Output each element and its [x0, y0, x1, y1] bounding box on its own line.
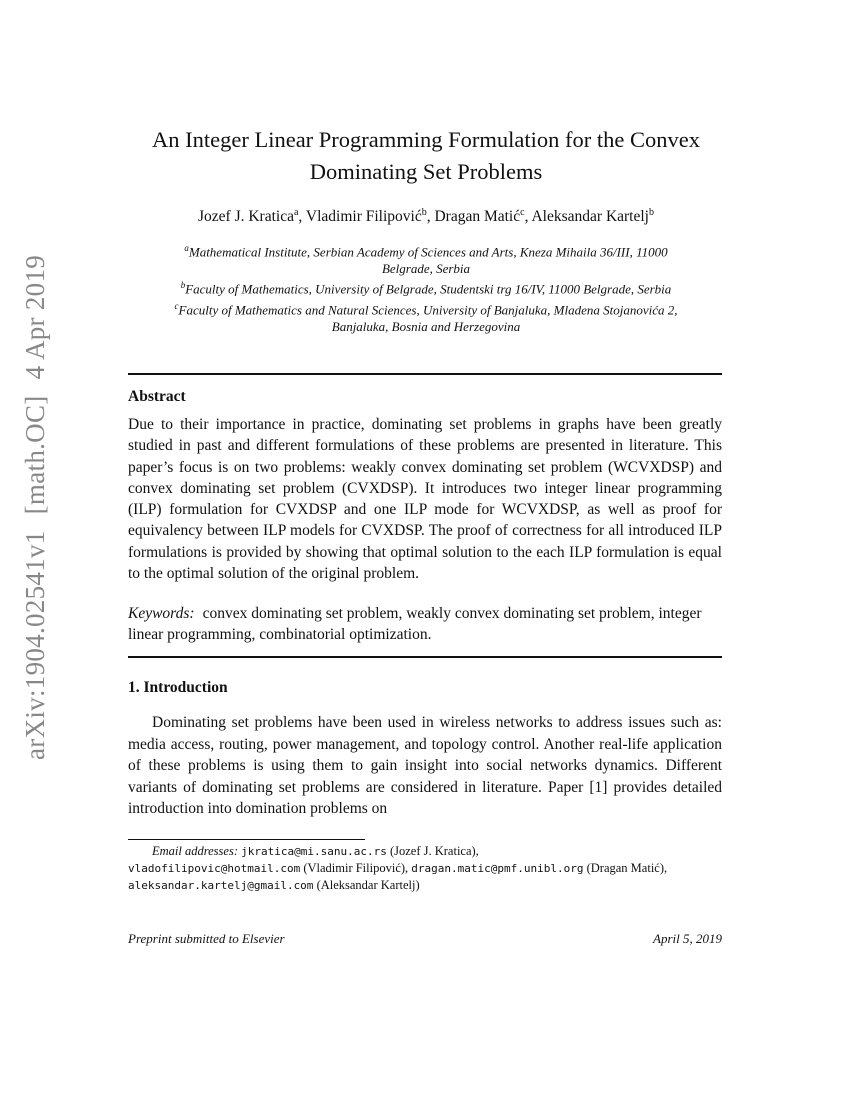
abstract-heading: Abstract — [128, 388, 186, 405]
affiliation-list — [128, 240, 724, 335]
author-name: Aleksandar Kartelj — [531, 208, 649, 226]
arxiv-date: 4 Apr 2019 — [20, 254, 50, 380]
keywords-text: convex dominating set problem, weakly convex dominating set problem, integer linear programming, combinatorial optimization. — [128, 605, 702, 644]
affiliation-c — [128, 298, 724, 335]
author-affil-mark: a — [293, 207, 299, 218]
abstract-top-rule — [128, 373, 722, 375]
footnote-emails — [128, 843, 722, 894]
section-heading-introduction: 1. Introduction — [128, 679, 228, 696]
author-name: Jozef J. Kratica — [198, 208, 294, 226]
introduction-text: Dominating set problems have been used in wireless networks to address issues such as: media access, routing, power management, and topology control. Another real-life application of these problems is using them to gain insight into social networks dynamics. Different variants of dominating set problems are considered in literature. Paper [1] provides detailed introduction into domination problems on — [128, 714, 722, 818]
paper-title — [128, 124, 724, 188]
footer-date: April 5, 2019 — [653, 931, 722, 946]
keywords — [128, 603, 722, 646]
footer-preprint-note: Preprint submitted to Elsevier — [128, 931, 285, 946]
affil-mark: b — [180, 280, 186, 291]
email-link[interactable]: aleksandar.kartelj@gmail.com — [128, 879, 314, 892]
email-label: Email addresses: — [152, 844, 238, 858]
abstract-bottom-rule — [128, 656, 722, 658]
affil-mark: a — [184, 243, 189, 253]
author-name: Dragan Matić — [434, 208, 521, 226]
arxiv-category: [math.OC] — [20, 395, 50, 515]
footnote-rule — [128, 839, 365, 840]
author-separator: , — [524, 208, 532, 226]
arxiv-id: arXiv:1904.02541v1 — [20, 530, 50, 760]
affil-line: Faculty of Mathematics, University of Belgrade, Studentski trg 16/IV, 11000 Belgrade, Serbia — [185, 281, 672, 297]
abstract-text: Due to their importance in practice, dominating set problems in graphs have been greatly studied in past and different formulations of these problems are presented in literature. This paper’s focus is on two problems: weakly convex dominating set problem (WCVXDSP) and convex dominating set problem (CVXDSP). It introduces two integer linear programming (ILP) formulation for CVXDSP and one ILP mode for WCVXDSP, as well as proof for equivalency between ILP models for CVXDSP. The proof of correctness for all introduced ILP formulations is provided by showing that optimal solution to the each ILP formulation is equal to the optimal solution of the original problem. — [128, 416, 722, 583]
author-affil-mark: c — [520, 207, 525, 218]
author-name: Vladimir Filipović — [305, 208, 422, 226]
author-affil-mark: b — [648, 207, 654, 218]
affiliation-b — [128, 277, 724, 298]
author-separator: , — [298, 208, 306, 226]
affil-line: Banjaluka, Bosnia and Herzegovina — [331, 318, 521, 334]
email-owner: (Vladimir Filipović), — [303, 861, 409, 875]
author-separator: , — [426, 208, 435, 226]
affil-mark: c — [174, 301, 179, 312]
affil-line: Mathematical Institute, Serbian Academy of Sciences and Arts, Kneza Mihaila 36/III, 11000 — [188, 244, 668, 260]
email-owner: (Dragan Matić), — [586, 861, 668, 875]
email-link[interactable]: vladofilipovic@hotmail.com — [128, 862, 301, 875]
title-line-1: An Integer Linear Programming Formulation for the Convex — [152, 127, 700, 152]
email-owner: (Aleksandar Kartelj) — [316, 878, 420, 892]
keywords-label: Keywords: — [128, 605, 195, 622]
affiliation-a — [128, 240, 724, 277]
arxiv-sidebar-stamp — [20, 255, 51, 760]
email-owner: (Jozef J. Kratica), — [389, 844, 479, 858]
email-link[interactable]: jkratica@mi.sanu.ac.rs — [241, 845, 387, 858]
author-affil-mark: b — [421, 207, 427, 218]
author-list — [128, 207, 724, 226]
email-link[interactable]: dragan.matic@pmf.unibl.org — [411, 862, 584, 875]
title-line-2: Dominating Set Problems — [309, 159, 543, 184]
affil-line: Belgrade, Serbia — [381, 260, 471, 276]
affil-line: Faculty of Mathematics and Natural Sciences, University of Banjaluka, Mladena Stojanovića 2, — [178, 302, 678, 318]
